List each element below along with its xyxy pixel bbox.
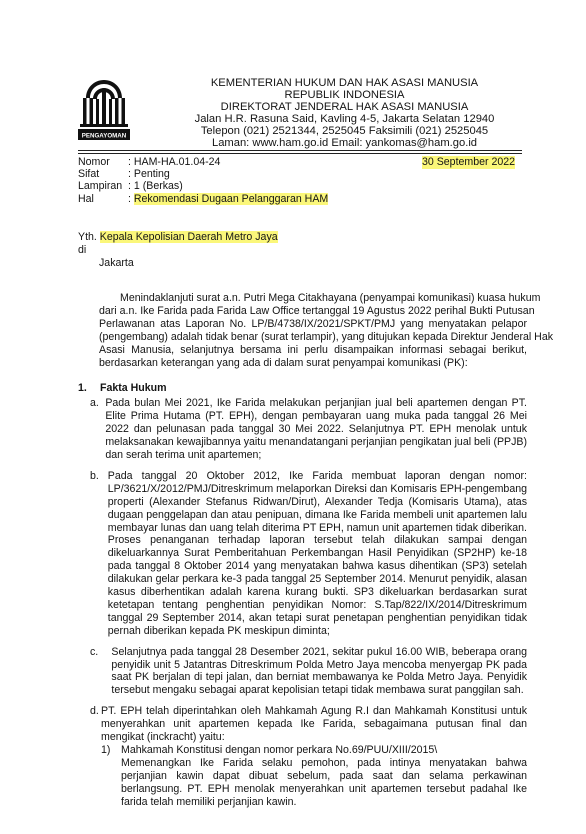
- text-line: kasus diberhentikan adalah karena kurang bukti. SP3 dikeluarkan berdasarkan surat: [107, 586, 527, 599]
- text-line: dan serah terima unit apartemen;: [105, 448, 262, 461]
- yth-label: Yth.: [78, 231, 100, 243]
- text-line: tersebut mengaku sebagai aparat kepolisian tetapi tidak membawa surat panggilan sah.: [111, 684, 524, 697]
- list-item-text: [111, 646, 527, 698]
- text-line: berlangsung. PT. EPH menolak menyerahkan unit apartemen tersebut padahal Ike: [121, 782, 527, 795]
- text-line: dugaan penggelapan dan atau penipuan, dimana Ike Farida membeli unit apartemen lalu: [107, 508, 527, 521]
- phone-line: Telepon (021) 2521344, 2525045 Faksimili (021) 2525045: [200, 124, 489, 137]
- section-number: 1.: [78, 382, 87, 395]
- intro-line: dari a.n. Ike Farida pada Farida Law Office tertanggal 19 Agustus 2022 perihal Bukti Putusan: [99, 304, 535, 317]
- text-line: properti (Alexander Stefanus Ridwan/Dirut), Alexander Tedja (Komisaris Utama), atas: [107, 495, 527, 508]
- text-line: Memenangkan Ike Farida selaku pemohon, pada intinya menyatakan bahwa: [121, 756, 527, 769]
- text-line: dilakukan gelar perkara ke-3 pada tanggal 25 September 2014. Menurut penyidik, alasan: [107, 573, 527, 586]
- text-line: penyidik unit 5 Jatantras Ditreskrimum Polda Metro Jaya mencoba menyergap PK pada: [111, 658, 527, 671]
- lampiran-value: : 1 (Berkas): [128, 180, 183, 193]
- svg-text:PENGAYOMAN: PENGAYOMAN: [81, 132, 127, 140]
- list-item: [90, 646, 527, 698]
- list-marker: a.: [90, 397, 99, 410]
- list-marker: c.: [90, 645, 99, 658]
- text-line: melaksanakan kewajibannya yaitu menandatangani perjanjian pengikatan jual beli (PPJB): [105, 436, 527, 449]
- section-heading: [78, 382, 527, 395]
- intro-paragraph: [78, 292, 554, 369]
- sub-list-marker: 1): [101, 744, 111, 756]
- text-line: membayar lunas dan uang telah diterima PT EPH, namun unit apartemen tidak diberikan.: [107, 521, 527, 534]
- facts-list: [90, 397, 527, 808]
- intro-line: Asasi Manusia, selanjutnya bersama ini perlu disampaikan informasi sebagai berikut,: [99, 343, 527, 356]
- sifat-value: : Penting: [128, 168, 170, 181]
- letter-body: [78, 292, 554, 817]
- list-marker: d.: [90, 705, 99, 718]
- text-line: ketetapan tentang penghentian penyidikan Nomor: S.Tap/822/IX/2014/Ditreskrimum: [107, 598, 527, 611]
- meta-hal: [78, 193, 528, 205]
- text-line: dikeluarkannya Surat Pemberitahuan Perkembangan Hasil Penyidikan (SP2HP) ke-18: [107, 547, 527, 560]
- text-line: Pada bulan Mei 2021, Ike Farida melakukan perjanjian jual beli apartemen dengan PT.: [105, 397, 527, 410]
- intro-line: Perlawanan atas Laporan No. LP/B/4738/IX/2021/SPKT/PMJ yang menyatakan pelapor: [99, 317, 527, 330]
- text-line: pada tanggal 8 Oktober 2014 yang menyatakan bahwa kasus dihentikan (SP3) setelah: [107, 560, 527, 573]
- text-line: mengikat (inckracht) yaitu:: [101, 731, 225, 744]
- directorate-name: DIREKTORAT JENDERAL HAK ASASI MANUSIA: [220, 100, 469, 113]
- letterhead: [178, 78, 511, 149]
- list-item-text: [105, 397, 527, 462]
- list-item-text: [101, 705, 527, 808]
- text-line: Elite Prima Hutama (PT. EPH), dengan pembayaran uang muka pada tanggal 26 Mei: [105, 410, 527, 423]
- pengayoman-emblem-icon: [78, 76, 130, 142]
- text-line: Pada tanggal 20 Oktober 2012, Ike Farida membuat laporan dengan nomor:: [107, 469, 527, 482]
- list-item-text: [108, 470, 527, 638]
- recipient-name: Kepala Kepolisian Daerah Metro Jaya: [99, 231, 278, 243]
- hal-colon: :: [128, 192, 134, 205]
- meta-lampiran: [78, 180, 528, 192]
- sifat-label: Sifat: [78, 168, 100, 181]
- recipient-di: di: [78, 244, 87, 256]
- recipient-block: [78, 231, 378, 270]
- nomor-label: Nomor: [78, 156, 110, 168]
- nomor-value: : HAM-HA.01.04-24: [128, 156, 221, 168]
- text-line: LP/3621/X/2012/PMJ/Ditreskrimum melaporkan Direksi dan Komisaris EPH-pengembang: [107, 482, 527, 495]
- meta-sifat: [78, 168, 528, 180]
- pengayoman-logo: [78, 76, 130, 142]
- text-line: 2022 dan pelunasan pada tanggal 30 Mei 2022. Selanjutnya PT. EPH menolak untuk: [105, 423, 527, 436]
- intro-line: (pengembang) adalah tidak benar (surat terlampir), yang ditujukan kepada Direktur Jenderal Hak: [99, 330, 554, 343]
- letter-date: 30 September 2022: [422, 156, 516, 168]
- letterhead-divider-thin: [78, 153, 522, 154]
- text-line: farida telah memiliki perjanjian kawin.: [121, 795, 297, 808]
- list-item: [90, 397, 527, 462]
- section-title: Fakta Hukum: [100, 382, 167, 395]
- text-line: saat PK berjalan di tepi jalan, dan berniat membawanya ke Polda Metro Jaya. Penyidik: [111, 671, 527, 684]
- lampiran-label: Lampiran: [78, 180, 123, 193]
- text-line: perjanjian kawin dapat dibuat sebelum, pada saat dan selama perkawinan: [121, 769, 527, 782]
- text-line: Selanjutnya pada tanggal 28 Desember 2021, sekitar pukul 16.00 WIB, beberapa orang: [111, 645, 527, 658]
- text-line: pernah diberikan kepada PK meskipun diminta;: [107, 624, 330, 637]
- list-item: [90, 705, 527, 808]
- web-email-line: Laman: www.ham.go.id Email: yankomas@ham.go.id: [211, 136, 478, 149]
- hal-value-wrap: [126, 193, 328, 205]
- list-item: [90, 470, 527, 638]
- ministry-name: KEMENTERIAN HUKUM DAN HAK ASASI MANUSIA: [210, 77, 479, 89]
- letterhead-divider-thick: [78, 150, 522, 151]
- sub-list-item-text: [121, 744, 527, 809]
- text-line: tanggal 29 September 2014, akan tetapi surat penetapan penghentian penyidikan tidak: [107, 611, 527, 624]
- hal-value: Rekomendasi Dugaan Pelanggaran HAM: [133, 192, 329, 205]
- text-line: menyerahkan unit apartemen kepada Ike Farida, sebagaimana putusan final dan: [101, 718, 527, 731]
- text-line: PT. EPH telah diperintahkan oleh Mahkamah Agung R.I dan Mahkamah Konstitusi untuk: [101, 705, 527, 718]
- recipient-city: Jakarta: [99, 257, 134, 269]
- address-line: Jalan H.R. Rasuna Said, Kavling 4-5, Jakarta Selatan 12940: [194, 112, 495, 125]
- intro-line: Menindaklanjuti surat a.n. Putri Mega Citakhayana (penyampai komunikasi) kuasa hukum: [120, 292, 541, 304]
- country-name: REPUBLIK INDONESIA: [284, 88, 405, 101]
- sub-list-item: [101, 744, 527, 809]
- hal-label: Hal: [78, 192, 94, 205]
- text-line: Proses penanganan terhadap laporan tersebut telah dilakukan sampai dengan: [107, 534, 527, 547]
- intro-line: berdasarkan keterangan yang ada di dalam surat penyampai komunikasi (PK):: [99, 356, 468, 369]
- recipient-line: [78, 231, 378, 244]
- list-marker: b.: [90, 469, 99, 482]
- text-line: Mahkamah Konstitusi dengan nomor perkara No.69/PUU/XIII/2015\: [121, 744, 438, 756]
